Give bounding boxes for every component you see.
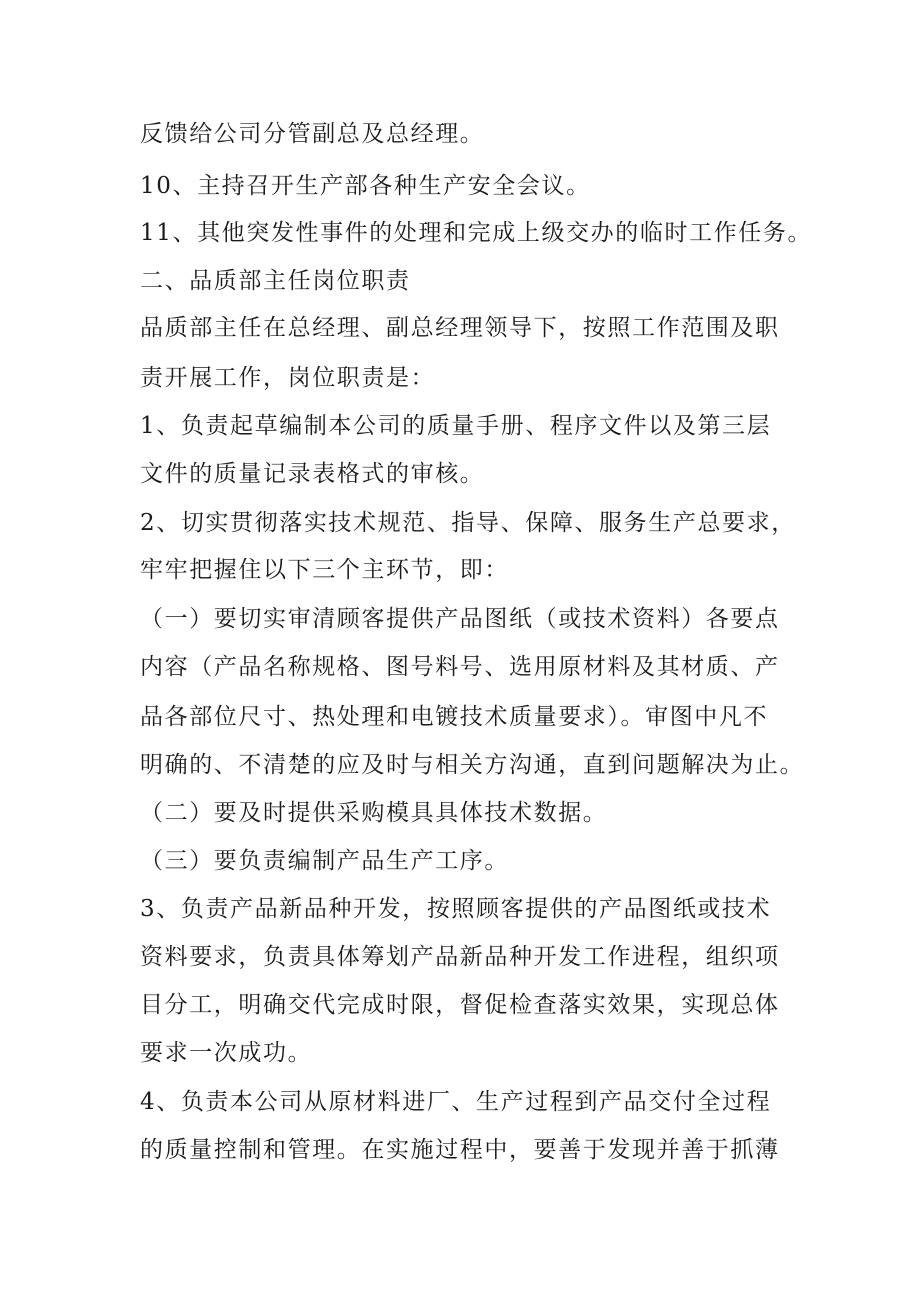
text-line: 责开展工作，岗位职责是： bbox=[140, 365, 436, 391]
text-line: 11、其他突发性事件的处理和完成上级交办的临时工作任务。 bbox=[140, 220, 813, 246]
text-line: 品质部主任在总经理、副总经理领导下，按照工作范围及职 bbox=[140, 315, 780, 341]
text-line: 资料要求，负责具体筹划产品新品种开发工作进程，组织项 bbox=[140, 944, 780, 970]
text-line: 内容（产品名称规格、图号料号、选用原材料及其材质、产 bbox=[140, 654, 780, 680]
text-line: 2、切实贯彻落实技术规范、指导、保障、服务生产总要求， bbox=[140, 510, 796, 536]
text-line: 品各部位尺寸、热处理和电镀技术质量要求）。审图中凡不 bbox=[140, 704, 769, 730]
text-line: 要求一次成功。 bbox=[140, 1040, 313, 1066]
text-line: 明确的、不清楚的应及时与相关方沟通，直到问题解决为止。 bbox=[140, 752, 805, 778]
text-line: 4、负责本公司从原材料进厂、生产过程到产品交付全过程 bbox=[140, 1089, 772, 1115]
text-line: 3、负责产品新品种开发，按照顾客提供的产品图纸或技术 bbox=[140, 896, 772, 922]
text-line: 1、负责起草编制本公司的质量手册、程序文件以及第三层 bbox=[140, 413, 772, 439]
text-line: （三）要负责编制产品生产工序。 bbox=[140, 848, 509, 874]
text-line: 的质量控制和管理。在实施过程中，要善于发现并善于抓薄 bbox=[140, 1137, 780, 1163]
text-line: 目分工，明确交代完成时限，督促检查落实效果，实现总体 bbox=[140, 992, 780, 1018]
text-line: 反馈给公司分管副总及总经理。 bbox=[140, 121, 485, 147]
section-heading: 二、品质部主任岗位职责 bbox=[140, 268, 411, 294]
text-line: （一）要切实审清顾客提供产品图纸（或技术资料）各要点 bbox=[140, 606, 780, 632]
text-line: 文件的质量记录表格式的审核。 bbox=[140, 461, 485, 487]
text-line: 牢牢把握住以下三个主环节，即： bbox=[140, 557, 509, 583]
text-line: 10、主持召开生产部各种生产安全会议。 bbox=[140, 173, 591, 199]
text-line: （二）要及时提供采购模具具体技术数据。 bbox=[140, 800, 608, 826]
